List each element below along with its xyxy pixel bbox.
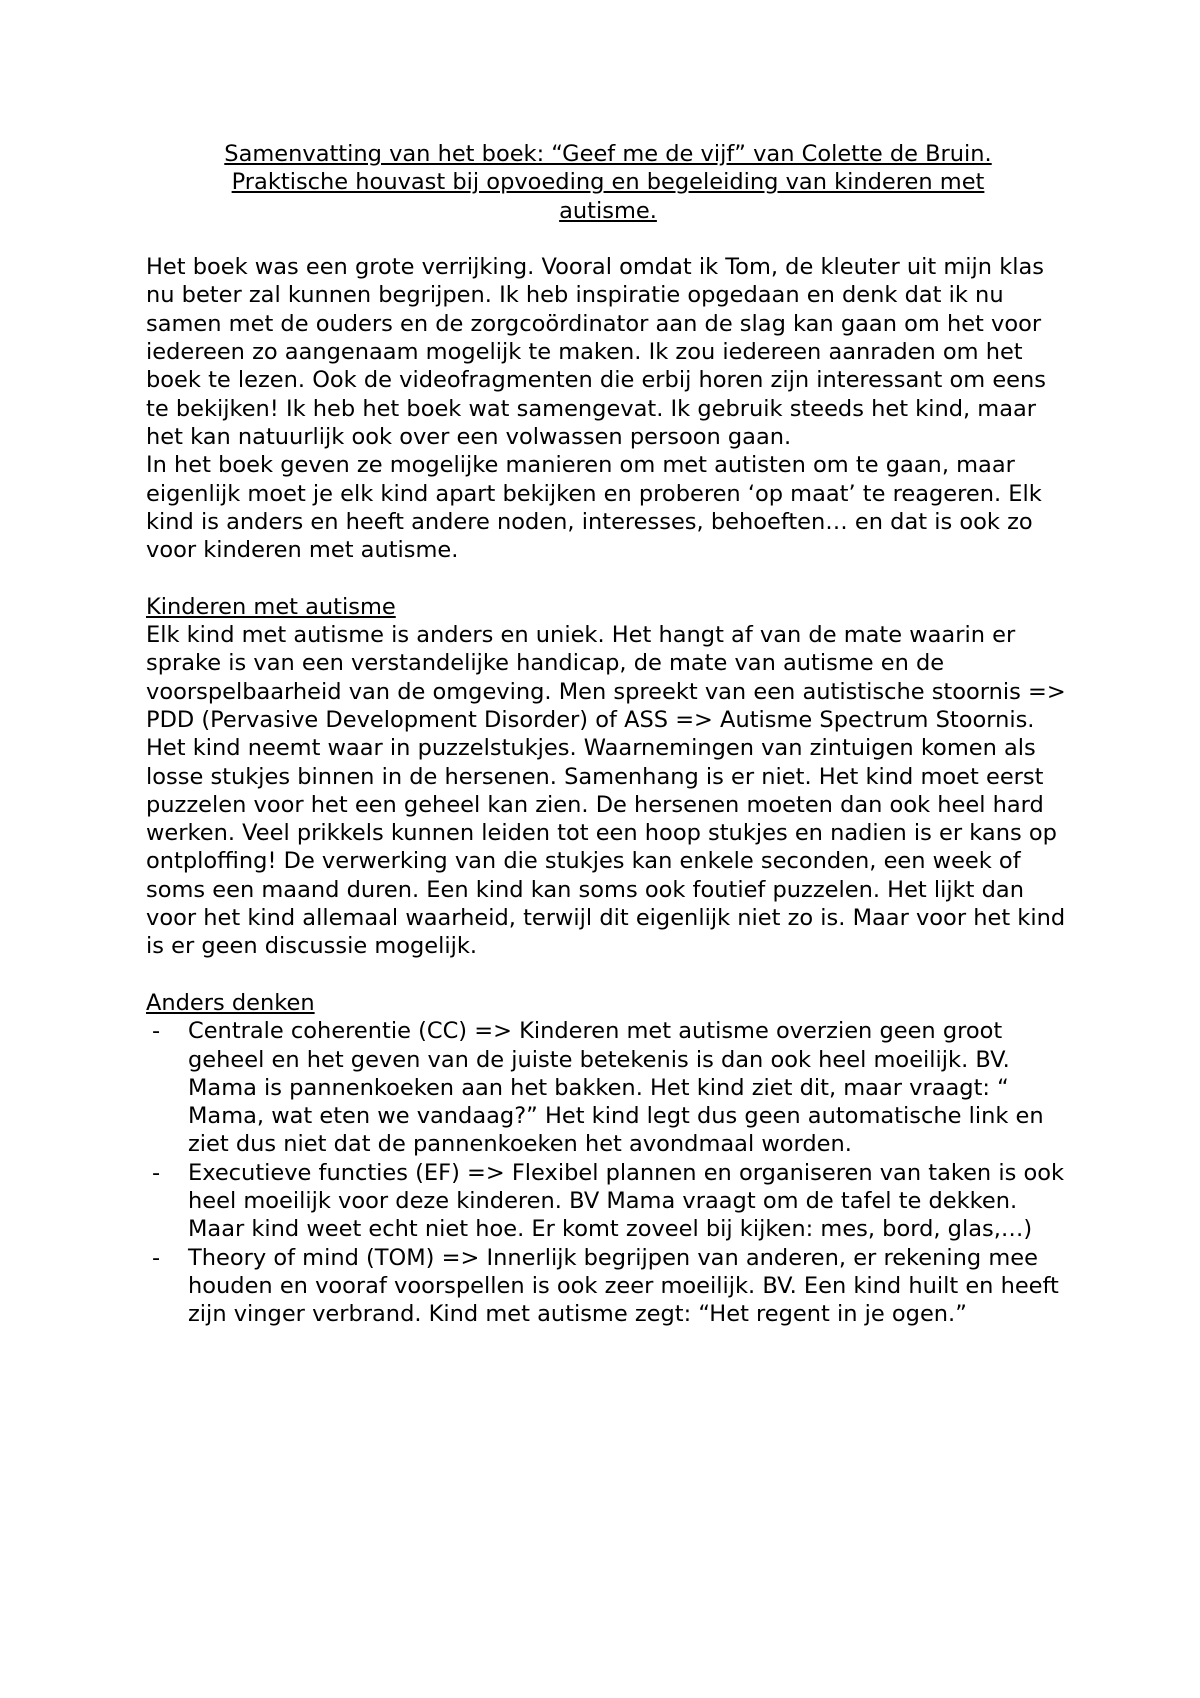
autism-paragraph-1: Elk kind met autisme is anders en uniek. Het hangt af van de mate waarin er sprake is van een verstandelijke handicap, de mate van autisme en de voorspelbaarheid van de omgeving. Men spreekt van een autistische stoornis => PDD (Pervasive Development Disorder) of ASS => Autisme Spectrum Stoornis. bbox=[146, 622, 1066, 733]
section-heading-thinking: Anders denken bbox=[146, 989, 315, 1016]
title-line-1: Samenvatting van het boek: “Geef me de vijf” van Colette de Bruin. bbox=[224, 141, 992, 167]
spacer bbox=[146, 225, 1070, 253]
list-item bbox=[146, 1244, 1070, 1329]
document-title bbox=[146, 140, 1070, 225]
autism-paragraph-2: Het kind neemt waar in puzzelstukjes. Waarnemingen van zintuigen komen als losse stukjes binnen in de hersenen. Samenhang is er niet. Het kind moet eerst puzzelen voor het een geheel kan zien. De hersenen moeten dan ook heel hard werken. Veel prikkels kunnen leiden tot een hoop stukjes en nadien is er kans op ontploffing! De verwerking van die stukjes kan enkele seconden, een week of soms een maand duren. Een kind kan soms ook foutief puzzelen. Het lijkt dan voor het kind allemaal waarheid, terwijl dit eigenlijk niet zo is. Maar voor het kind is er geen discussie mogelijk. bbox=[146, 735, 1066, 960]
intro-paragraph-1: Het boek was een grote verrijking. Vooral omdat ik Tom, de kleuter uit mijn klas nu beter zal kunnen begrijpen. Ik heb inspiratie opgedaan en denk dat ik nu samen met de ouders en de zorgcoördinator aan de slag kan gaan om het voor iedereen zo aangenaam mogelijk te maken. Ik zou iedereen aanraden om het boek te lezen. Ook de videofragmenten die erbij horen zijn interessant om eens te bekijken! Ik heb het boek wat samengevat. Ik gebruik steeds het kind, maar het kan natuurlijk ook over een volwassen persoon gaan. bbox=[146, 254, 1046, 450]
dash-bullet: - bbox=[152, 1244, 161, 1271]
list-item bbox=[146, 1017, 1070, 1158]
title-line-3: autisme. bbox=[559, 197, 657, 224]
section-heading-autism: Kinderen met autisme bbox=[146, 593, 396, 620]
list-item-text: Executieve functies (EF) => Flexibel plannen en organiseren van taken is ook heel moeilijk voor deze kinderen. BV Mama vraagt om de tafel te dekken. Maar kind weet echt niet hoe. Er komt zoveel bij kijken: mes, bord, glas,…) bbox=[188, 1159, 1065, 1243]
list-item-text: Centrale coherentie (CC) => Kinderen met autisme overzien geen groot geheel en het geven van de juiste betekenis is dan ook heel moeilijk. BV. Mama is pannenkoeken aan het bakken. Het kind ziet dit, maar vraagt: “ Mama, wat eten we vandaag?” Het kind legt dus geen automatische link en ziet dus niet dat de pannenkoeken het avondmaal worden. bbox=[188, 1018, 1044, 1158]
dash-bullet: - bbox=[152, 1018, 161, 1045]
spacer bbox=[146, 961, 1070, 989]
document-page bbox=[146, 140, 1070, 1328]
title-line-2: Praktische houvast bij opvoeding en begeleiding van kinderen met bbox=[231, 169, 985, 196]
list-item bbox=[146, 1159, 1070, 1244]
list-item-text: Theory of mind (TOM) => Innerlijk begrijpen van anderen, er rekening mee houden en vooraf voorspellen is ook zeer moeilijk. BV. Een kind huilt en heeft zijn vinger verbrand. Kind met autisme zegt: “Het regent in je ogen.” bbox=[188, 1244, 1059, 1328]
spacer bbox=[146, 564, 1070, 592]
intro-paragraph-2: In het boek geven ze mogelijke manieren om met autisten om te gaan, maar eigenlijk moet je elk kind apart bekijken en proberen ‘op maat’ te reageren. Elk kind is anders en heeft andere noden, interesses, behoeften… en dat is ook zo voor kinderen met autisme. bbox=[146, 452, 1042, 564]
dash-bullet: - bbox=[152, 1159, 161, 1186]
thinking-list bbox=[146, 1017, 1070, 1328]
